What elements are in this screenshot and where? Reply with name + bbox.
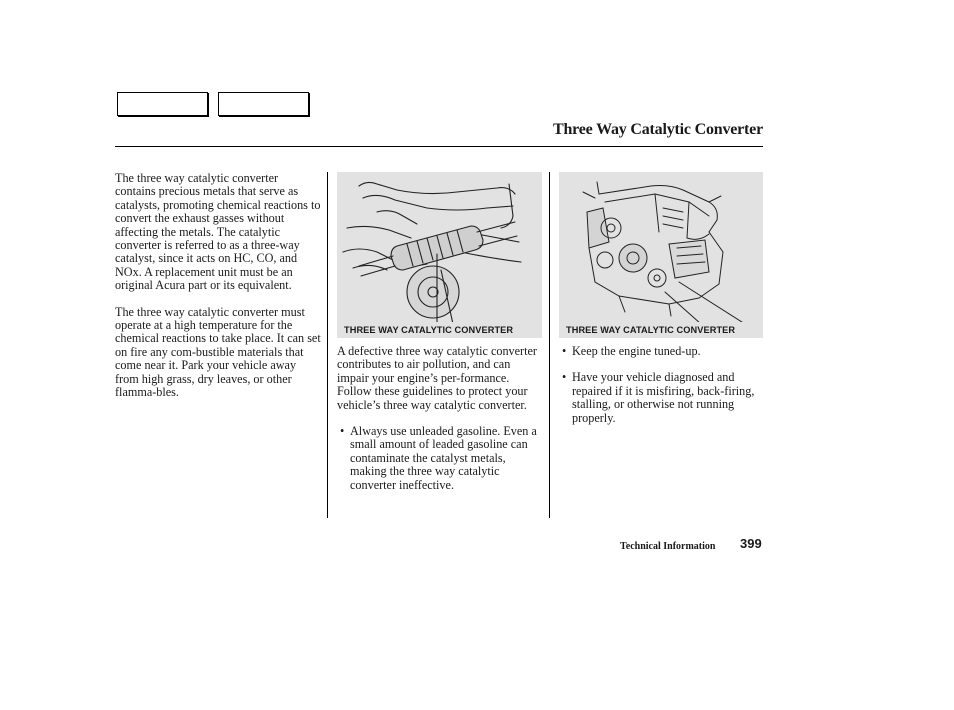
text-column-2 [337,345,545,492]
text-column-1 [115,172,321,400]
bullet-marker: • [562,344,567,358]
bullet-marker: • [340,424,345,439]
figure-caption: THREE WAY CATALYTIC CONVERTER [344,325,514,335]
nav-button-previous[interactable] [117,92,208,116]
column-divider [327,172,328,518]
converter-illustration [337,172,542,338]
figure-caption: THREE WAY CATALYTIC CONVERTER [566,325,736,335]
text-column-3 [562,345,762,425]
nav-button-next[interactable] [218,92,309,116]
list-item [562,345,762,358]
guidelines-paragraph: A defective three way catalytic converter contributes to air pollution, and can impair your engine’s per-formance. Follow these guidelines to protect your vehicle’s three way catalytic converter. [337,344,537,412]
list-item-text: Have your vehicle diagnosed and repaired if it is misfiring, back-firing, stalling, or otherwise not running properly. [572,370,755,425]
page-title: Three Way Catalytic Converter [552,121,763,138]
temperature-paragraph: The three way catalytic converter must operate at a high temperature for the chemical reactions to take place. It can set on fire any com-bustible materials that come near it. Park your vehicle away from high grass, dry leaves, or other flamma-bles. [115,304,321,400]
page-number: 399 [740,536,762,551]
title-divider [115,146,763,147]
converter-drawing [337,172,542,322]
column-divider [549,172,550,518]
list-item [562,371,762,425]
list-item-text: Always use unleaded gasoline. Even a small amount of leaded gasoline can contaminate the catalyst metals, making the three way catalytic converter ineffective. [350,424,537,492]
engine-illustration [559,172,763,338]
list-item [340,425,545,492]
list-item-text: Keep the engine tuned-up. [572,344,701,358]
intro-paragraph: The three way catalytic converter contains precious metals that serve as catalysts, promoting chemical reactions to convert the exhaust gasses without affecting the metals. The catalytic converter is referred to as a three-way catalyst, since it acts on HC, CO, and NOx. A replacement unit must be an original Acura part or its equivalent. [115,171,321,293]
section-label: Technical Information [620,541,716,552]
engine-drawing [559,172,763,322]
bullet-marker: • [562,370,567,385]
